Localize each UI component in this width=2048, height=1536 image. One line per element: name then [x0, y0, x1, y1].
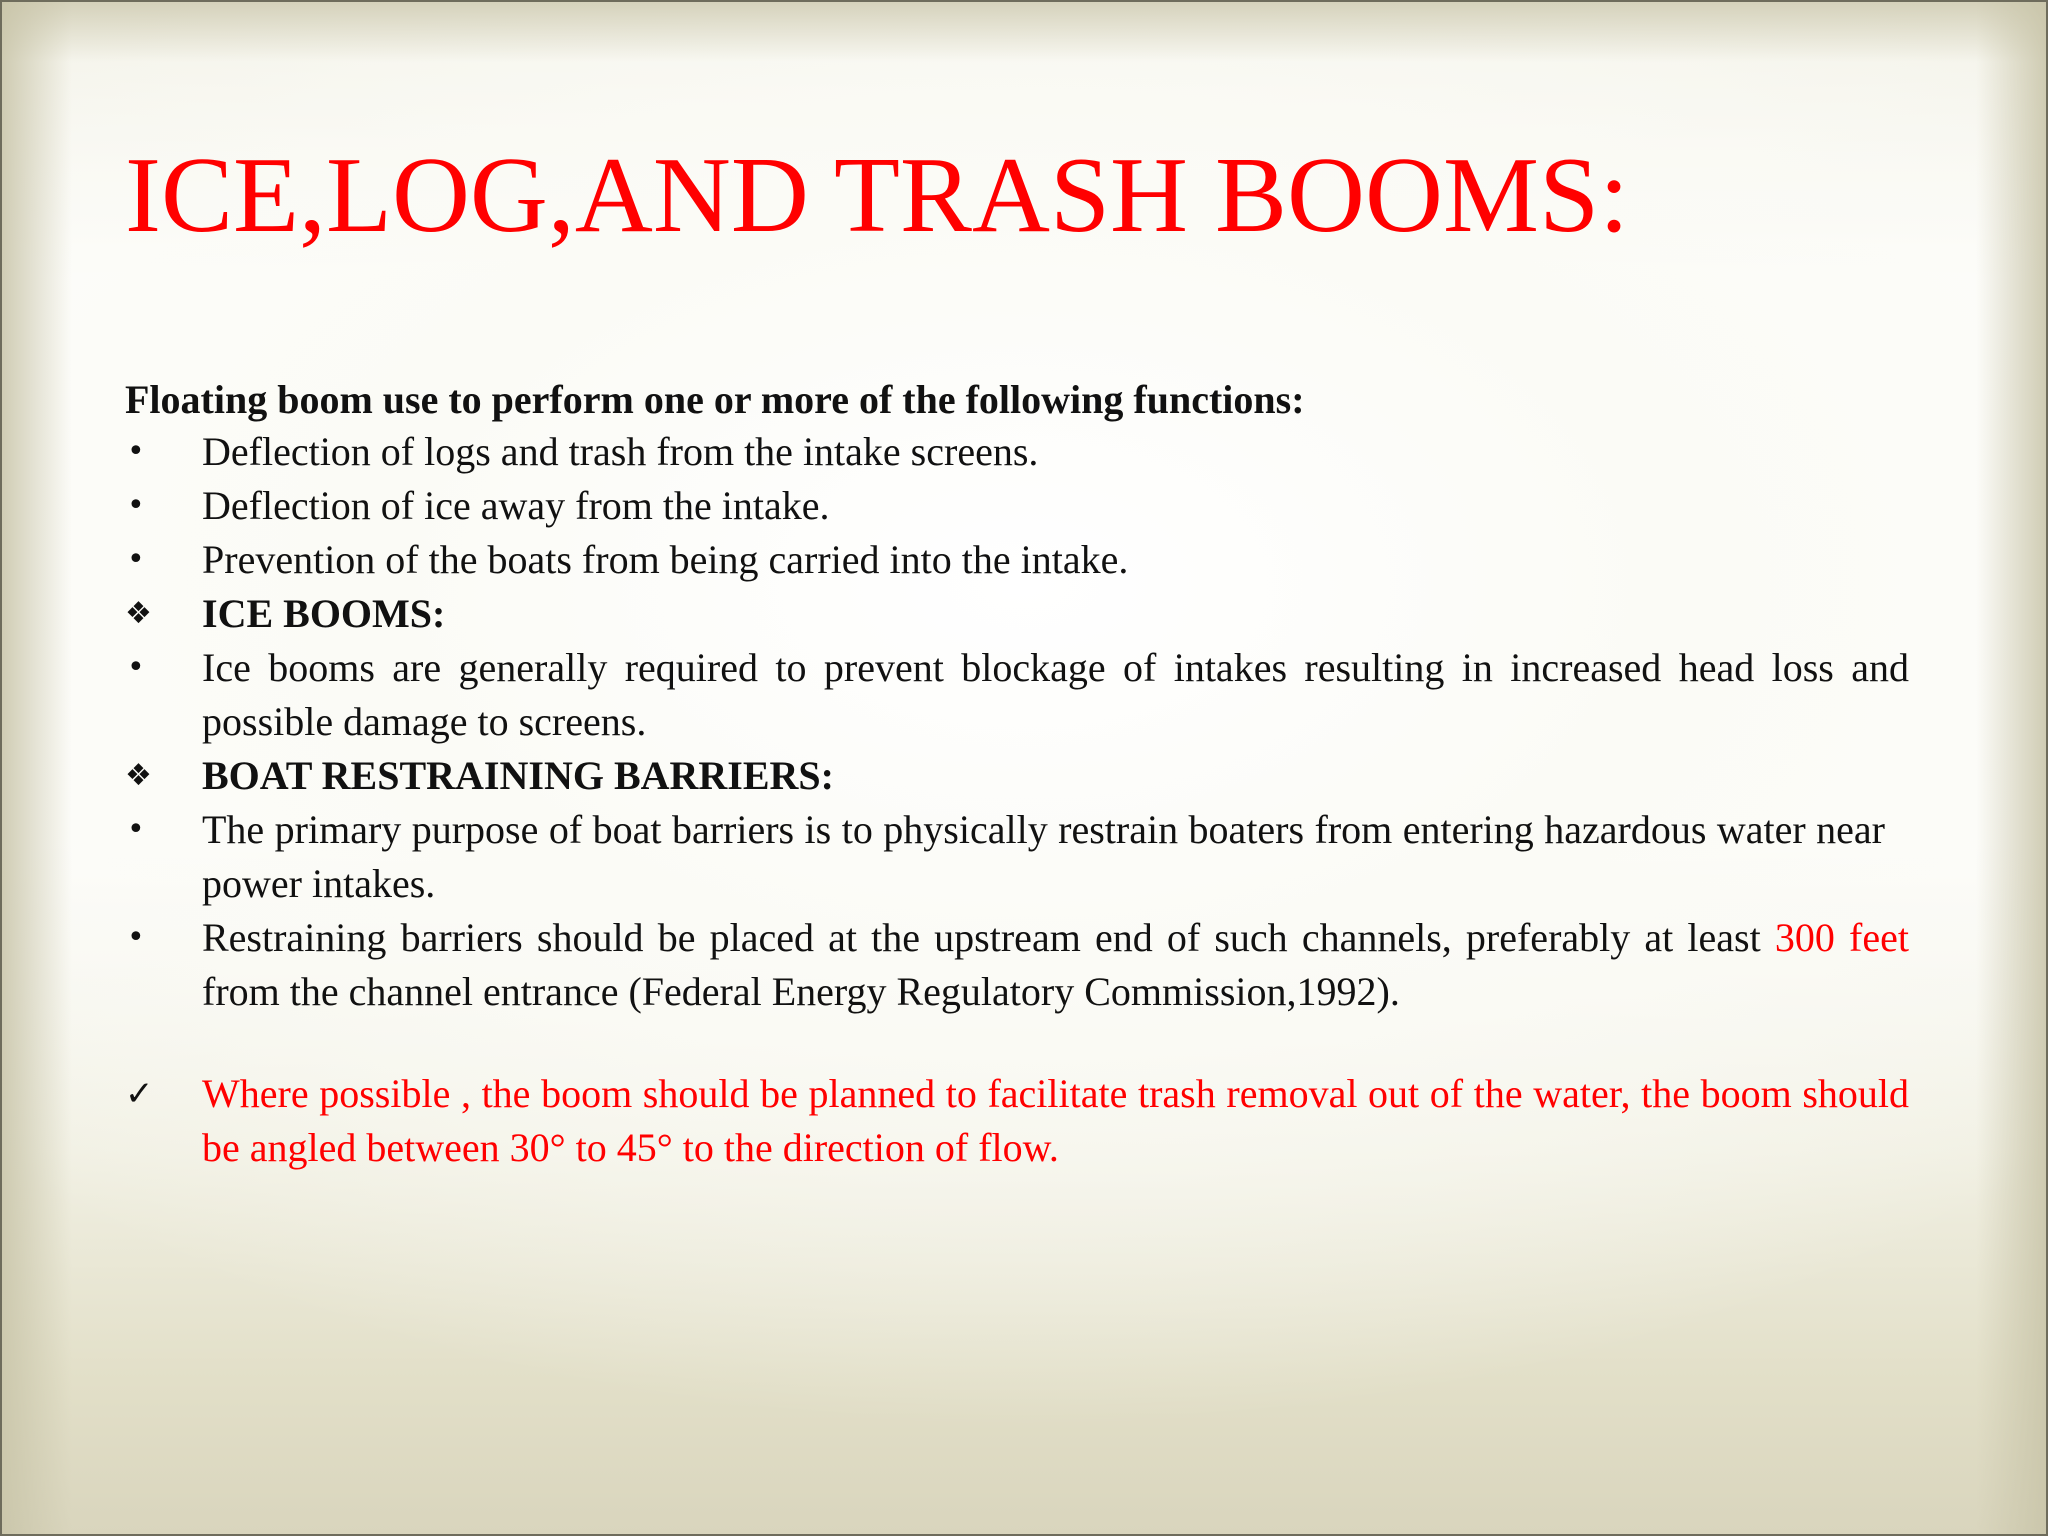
list-item	[125, 641, 1909, 749]
list-item	[125, 425, 1909, 479]
section-heading-boat-barriers	[125, 749, 1909, 803]
diamond-bullet-icon: ❖	[125, 596, 152, 631]
bullet-icon: •	[127, 488, 145, 523]
distance-highlight: 300 feet	[1774, 915, 1909, 960]
checkmark-icon: ✓	[125, 1074, 154, 1114]
ice-booms-text: Ice booms are generally required to prevent blockage of intakes resulting in increased head loss and possible damage to screens.	[202, 645, 1909, 744]
slide-title: ICE,LOG,AND TRASH BOOMS:	[125, 136, 1630, 255]
function-deflect-logs: Deflection of logs and trash from the intake screens.	[202, 429, 1039, 474]
diamond-bullet-icon: ❖	[125, 758, 152, 793]
bullet-icon: •	[127, 434, 145, 469]
bullet-icon: •	[127, 812, 145, 847]
placement-text-end: from the channel entrance (Federal Energy Regulatory Commission,1992).	[202, 969, 1400, 1014]
boat-barriers-purpose: The primary purpose of boat barriers is to physically restrain boaters from entering hazardous water near power intakes.	[202, 807, 1885, 906]
bullet-icon: •	[127, 920, 145, 955]
list-item	[125, 911, 1909, 1019]
background-shade-right	[1976, 2, 2046, 1534]
slide-body	[125, 375, 1909, 1175]
boom-angle-note: Where possible , the boom should be planned to facilitate trash removal out of the water, the boom should be angled between 30° to 45° to the direction of flow.	[202, 1071, 1909, 1170]
spacer	[125, 1019, 1909, 1067]
list-item	[125, 479, 1909, 533]
note-item	[125, 1067, 1909, 1175]
bullet-icon: •	[127, 650, 145, 685]
boat-barriers-heading: BOAT RESTRAINING BARRIERS:	[202, 753, 834, 798]
section-heading-ice-booms	[125, 587, 1909, 641]
ice-booms-heading: ICE BOOMS:	[202, 591, 446, 636]
list-item	[125, 533, 1909, 587]
boat-barriers-placement	[202, 911, 1909, 1019]
placement-text-start: Restraining barriers should be placed at the upstream end of such channels, preferably at least	[202, 915, 1775, 960]
bullet-icon: •	[127, 542, 145, 577]
function-prevent-boats: Prevention of the boats from being carried into the intake.	[202, 537, 1129, 582]
intro-text: Floating boom use to perform one or more of the following functions:	[125, 377, 1305, 422]
background-shade-top	[2, 2, 2046, 62]
function-deflect-ice: Deflection of ice away from the intake.	[202, 483, 830, 528]
background-shade-left	[2, 2, 72, 1534]
list-item	[125, 803, 1909, 911]
